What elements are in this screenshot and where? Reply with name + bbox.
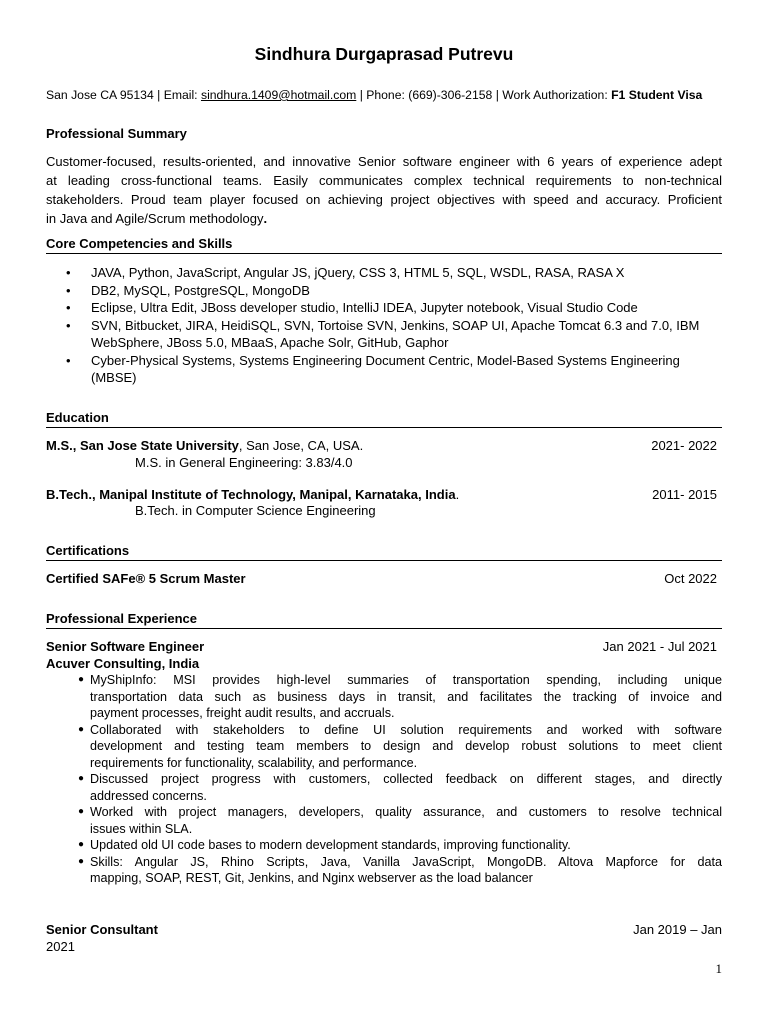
- section-divider: [46, 253, 722, 254]
- certification-entry: [46, 571, 722, 589]
- separator: |: [157, 88, 161, 102]
- bullet-icon: •: [66, 300, 71, 315]
- school-location: , San Jose, CA, USA.: [238, 438, 364, 453]
- summary-period: .: [263, 211, 268, 226]
- school-location: .: [455, 487, 460, 502]
- skills-list: [46, 264, 722, 387]
- list-item: ● Collaborated with stakeholders to define UI solution requirements and worked with software development and testing team members to design and develop robust solutions to meet client requirements for functionality, scalability, and performance.: [78, 722, 722, 770]
- education-dates: 2021- 2022: [651, 438, 717, 453]
- contact-line: [46, 88, 702, 102]
- list-item: ● Worked with project managers, developers, quality assurance, and customers to resolve technical issues within SLA.: [78, 805, 722, 836]
- email-link[interactable]: sindhura.1409@hotmail.com: [200, 88, 357, 102]
- job-title: Senior Consultant: [46, 922, 158, 937]
- certifications-heading: Certifications: [46, 543, 130, 558]
- summary-line: Customer-focused, results-oriented, and innovative Senior software engineer with 6 years of experience adept: [46, 154, 722, 169]
- summary-paragraph: [46, 152, 722, 228]
- degree-detail: B.Tech. in Computer Science Engineering: [135, 503, 376, 518]
- company-name: Acuver Consulting, India: [46, 656, 200, 671]
- summary-line-last: [46, 209, 722, 228]
- bullet-icon: ●: [78, 806, 85, 817]
- bullet-icon: •: [66, 265, 71, 280]
- summary-heading: Professional Summary: [46, 126, 187, 141]
- experience-heading: Professional Experience: [46, 611, 198, 626]
- page-number: 1: [715, 961, 722, 976]
- education-entry: [46, 438, 722, 456]
- location: San Jose CA 95134: [46, 88, 154, 102]
- education-heading: Education: [46, 410, 109, 425]
- degree-detail: M.S. in General Engineering: 3.83/4.0: [135, 455, 353, 470]
- job-dates: Jan 2019 – Jan: [633, 922, 722, 937]
- list-item: • DB2, MySQL, PostgreSQL, MongoDB: [66, 282, 310, 298]
- job-title: Senior Software Engineer: [46, 639, 205, 654]
- bullet-icon: ●: [78, 674, 85, 685]
- list-item: • JAVA, Python, JavaScript, Angular JS, jQuery, CSS 3, HTML 5, SQL, WSDL, RASA, RASA X: [66, 265, 625, 280]
- section-divider: [46, 427, 722, 428]
- candidate-name: Sindhura Durgaprasad Putrevu: [254, 44, 514, 64]
- phone-number: (669)-306-2158: [408, 88, 493, 102]
- bullet-icon: •: [66, 352, 71, 368]
- list-item: ● Updated old UI code bases to modern development standards, improving functionality.: [78, 838, 571, 852]
- job-dates: Jan 2021 - Jul 2021: [602, 639, 717, 654]
- education-dates: 2011- 2015: [652, 487, 717, 502]
- summary-line: in Java and Agile/Scrum methodology: [46, 211, 264, 226]
- email-label: Email:: [163, 88, 198, 102]
- work-auth-value: F1 Student Visa: [611, 88, 703, 102]
- separator: |: [495, 88, 499, 102]
- list-item: • SVN, Bitbucket, JIRA, HeidiSQL, SVN, Tortoise SVN, Jenkins, SOAP UI, Apache Tomcat 6.3 and 7.0, IBM WebSphere, JBoss 5.0, MBaaS, Apache Solr, GitHub, Gaphor: [66, 317, 700, 350]
- job-dates-wrap: 2021: [46, 939, 75, 954]
- degree: B.Tech., Manipal Institute of Technology, Manipal, Karnataka, India: [46, 487, 456, 502]
- bullet-icon: ●: [78, 723, 85, 735]
- work-auth-label: Work Authorization:: [502, 88, 608, 102]
- bullet-icon: •: [66, 317, 71, 333]
- skills-heading: Core Competencies and Skills: [46, 236, 233, 251]
- certification-date: Oct 2022: [664, 571, 717, 586]
- phone-label: Phone:: [366, 88, 405, 102]
- list-item: ● Discussed project progress with customers, collected feedback on different stages, and directly addressed concerns.: [78, 772, 722, 803]
- certification-name: Certified SAFe® 5 Scrum Master: [46, 571, 246, 586]
- bullet-icon: •: [66, 282, 71, 298]
- list-item: ● MyShipInfo: MSI provides high-level summaries of transportation spending, including unique transportation data such as business days in transit, and facilitates the tracking of invoice and payment processes, freight audit results, and accruals.: [78, 673, 722, 720]
- section-divider: [46, 560, 722, 561]
- list-item: • Eclipse, Ultra Edit, JBoss developer studio, IntelliJ IDEA, Jupyter notebook, Visual Studio Code: [66, 300, 638, 315]
- bullet-icon: ●: [78, 855, 85, 867]
- list-item: • Cyber-Physical Systems, Systems Engineering Document Centric, Model-Based Systems Engineering (MBSE): [66, 352, 680, 385]
- bullet-icon: ●: [78, 773, 85, 784]
- section-divider: [46, 628, 722, 629]
- summary-line: at leading cross-functional teams. Easily communicates complex technical requirements to non-technical: [46, 173, 722, 188]
- responsibilities-list: [76, 672, 722, 887]
- degree: M.S., San Jose State University: [46, 438, 239, 453]
- summary-line: stakeholders. Proud team player focused on achieving project objectives with speed and accuracy. Proficient: [46, 192, 722, 207]
- separator: |: [359, 88, 363, 102]
- bullet-icon: ●: [78, 839, 85, 850]
- list-item: ● Skills: Angular JS, Rhino Scripts, Java, Vanilla JavaScript, MongoDB. Altova Mapforce for data mapping, SOAP, REST, Git, Jenkins, and Nginx webserver as the load balancer: [78, 854, 722, 885]
